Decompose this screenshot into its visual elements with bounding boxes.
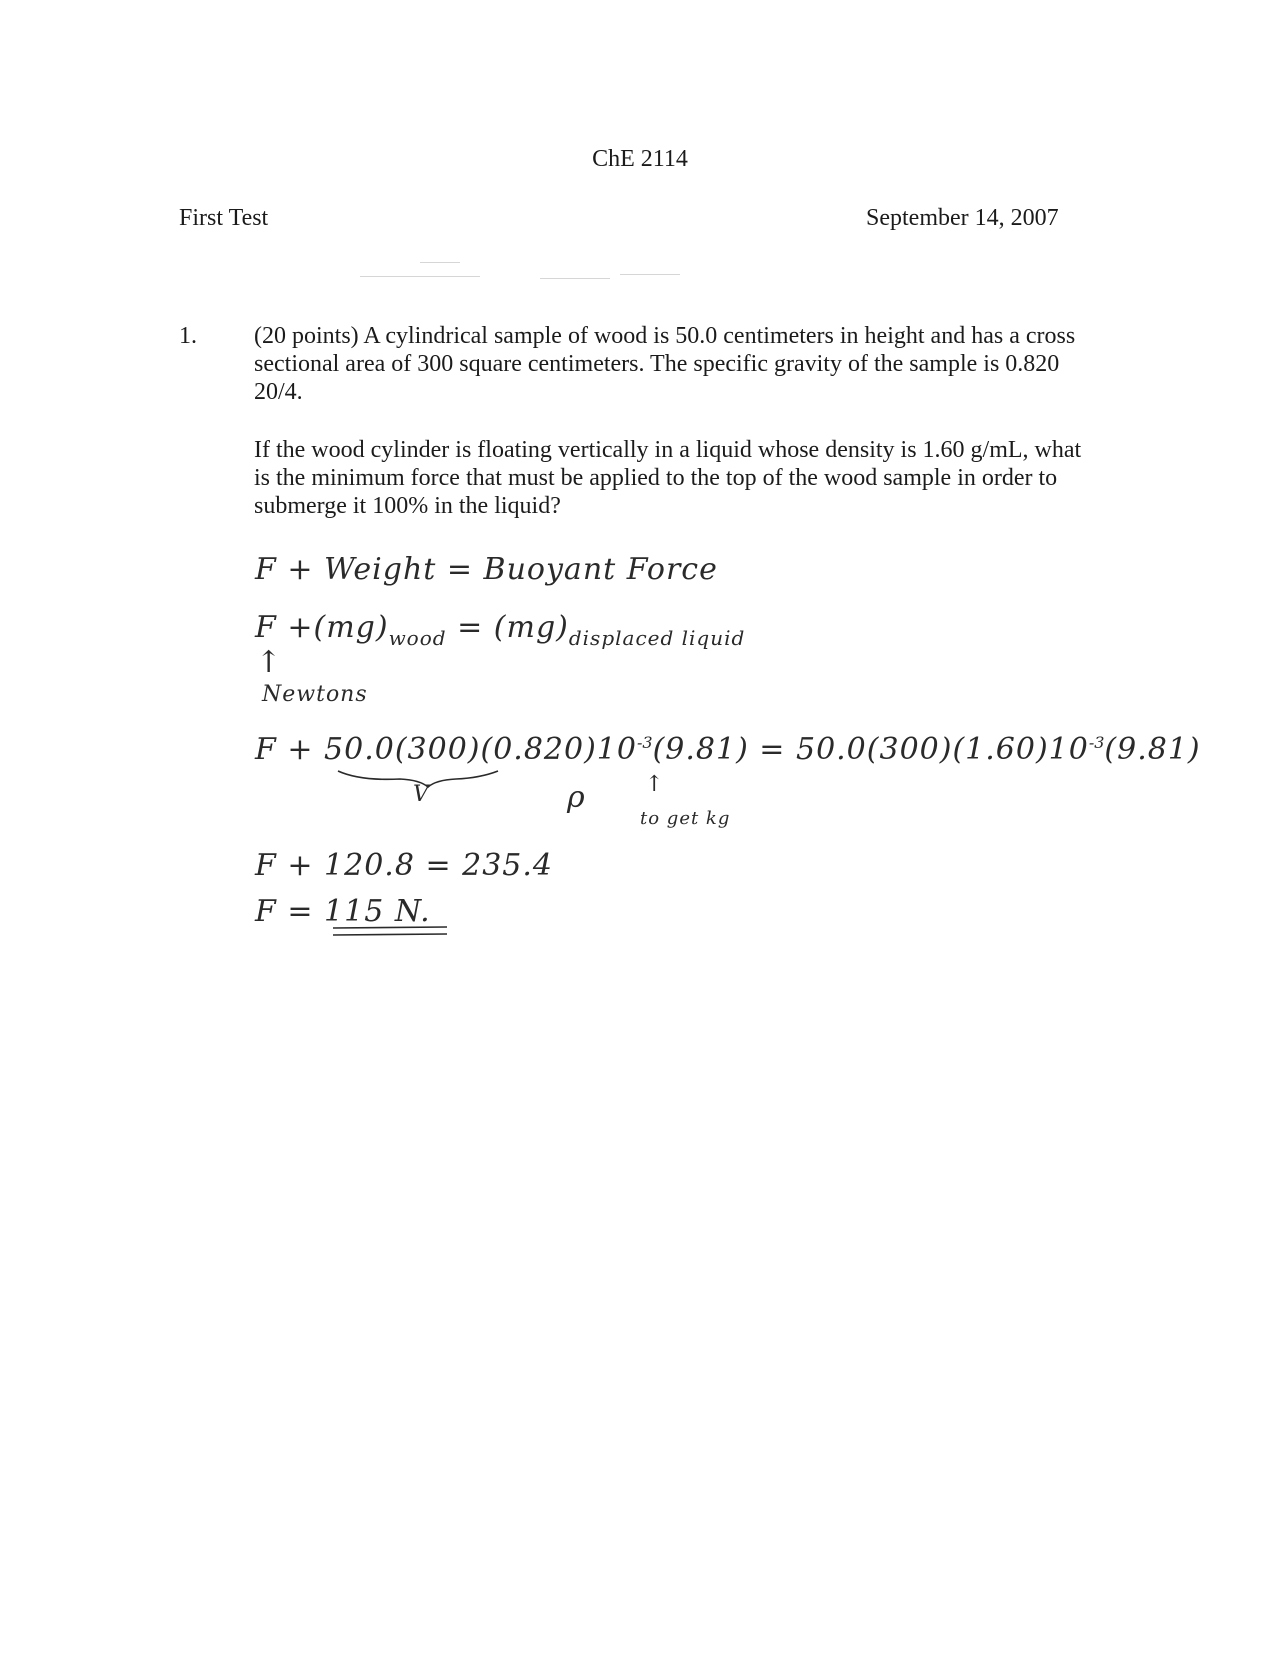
annotation-to-get-kg: to get kg <box>640 808 731 829</box>
exponent-2: -3 <box>1088 733 1105 752</box>
question-number: 1. <box>179 323 197 349</box>
test-name: First Test <box>179 205 269 231</box>
mass-balance-left: F +(mg) <box>255 610 389 645</box>
question-paragraph-2: If the wood cylinder is floating vertically in a liquid whose density is 1.60 g/mL, what is the minimum force that must be applied to the top of the wood sample in order to submerge it 100% in the liquid? <box>254 437 1082 519</box>
up-arrow-icon: ↑ <box>256 645 283 680</box>
numeric-end: (9.81) <box>1104 732 1201 767</box>
course-title: ChE 2114 <box>592 146 688 172</box>
newtons-label: Newtons <box>262 682 368 707</box>
solution-line-force-balance: F + Weight = Buoyant Force <box>255 552 718 587</box>
subscript-displaced-liquid: displaced liquid <box>568 626 746 650</box>
final-answer: 115 N. <box>324 894 431 929</box>
solution-line-subtotal: F + 120.8 = 235.4 <box>255 848 554 883</box>
exponent-1: -3 <box>636 733 653 752</box>
subscript-wood: wood <box>388 626 447 650</box>
annotation-density: ρ <box>567 780 586 815</box>
test-date: September 14, 2007 <box>866 205 1059 231</box>
numeric-left: F + 50.0(300)(0.820)10 <box>255 732 637 767</box>
answer-prefix: F = <box>255 894 314 929</box>
up-arrow-icon: ↑ <box>645 772 665 797</box>
mass-balance-right: = (mg) <box>457 610 569 645</box>
answer-double-underline <box>333 927 447 935</box>
numeric-middle: (9.81) = 50.0(300)(1.60)10 <box>652 732 1089 767</box>
question-paragraph-1: (20 points) A cylindrical sample of wood is 50.0 centimeters in height and has a cross sectional area of 300 square centimeters. The specific gravity of the sample is 0.820 20/4. <box>254 323 1076 405</box>
volume-brace <box>338 771 498 787</box>
annotation-volume: V <box>413 782 430 807</box>
